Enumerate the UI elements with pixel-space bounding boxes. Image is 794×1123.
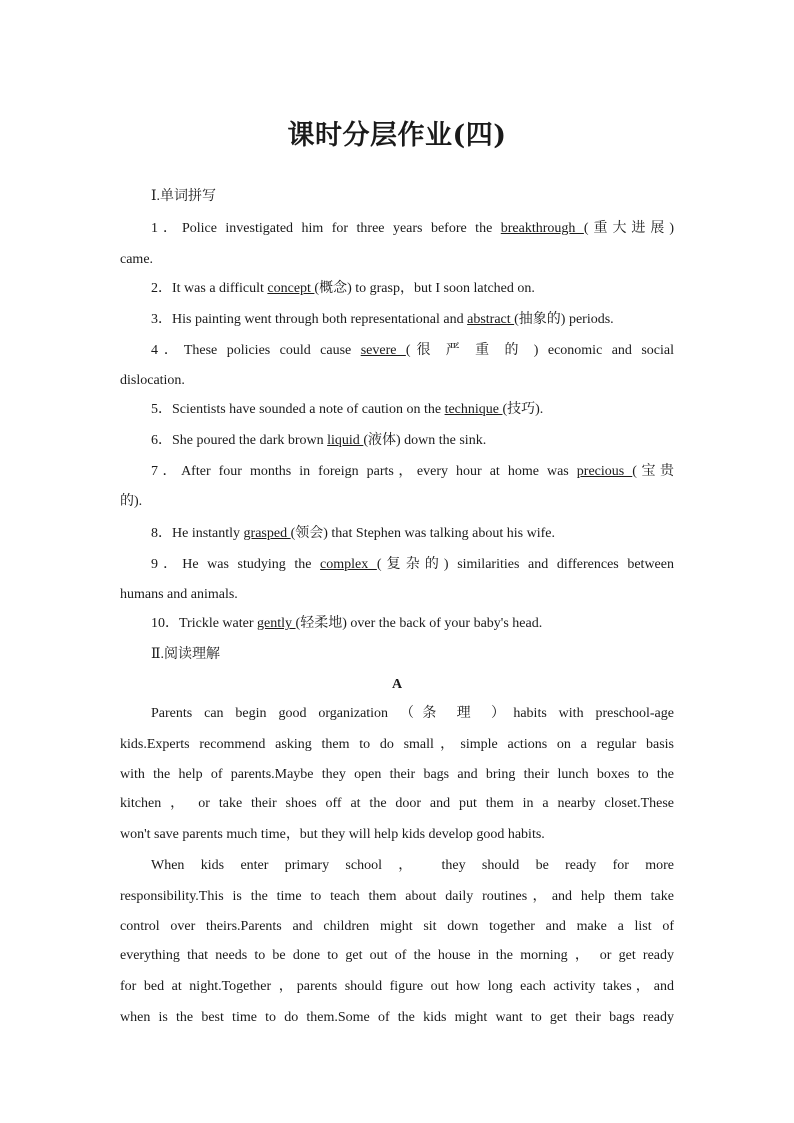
list-item: 4．These policies could cause severe (很 严 重 的 ) economic and social — [151, 343, 674, 358]
section-heading: Ⅰ.单词拼写 — [151, 189, 217, 204]
list-item: 9．He was studying the complex (复杂的) similarities and differences between — [151, 557, 674, 572]
paragraph-line: kitchen ， or take their shoes off at the door and put them in a nearby closet.These — [120, 796, 674, 811]
passage-label: A — [391, 677, 403, 692]
list-item: 5．Scientists have sounded a note of caution on the technique (技巧). — [151, 402, 544, 417]
paragraph-line: with the help of parents.Maybe they open their bags and bring their lunch boxes to the — [120, 767, 674, 782]
paragraph-line: responsibility.This is the time to teach them about daily routines，and help them take — [120, 889, 674, 904]
paragraph-line: When kids enter primary school ， they should be ready for more — [151, 858, 674, 873]
section-heading: Ⅱ.阅读理解 — [151, 647, 221, 662]
list-item: 3．His painting went through both representational and abstract (抽象的) periods. — [151, 312, 614, 327]
list-item: 1．Police investigated him for three years before the breakthrough (重大进展) — [151, 221, 675, 236]
paragraph-line: Parents can begin good organization （条 理 ）habits with preschool-age — [151, 706, 674, 721]
page-title: 课时分层作业(四) — [287, 120, 507, 151]
list-item: 2．It was a difficult concept (概念) to grasp，but I soon latched on. — [151, 281, 535, 296]
list-item-continuation: 的). — [120, 494, 143, 509]
paragraph-line: everything that needs to be done to get out of the house in the morning ， or get ready — [120, 948, 674, 963]
list-item: 6．She poured the dark brown liquid (液体) down the sink. — [151, 433, 487, 448]
list-item: 10．Trickle water gently (轻柔地) over the back of your baby's head. — [151, 616, 543, 631]
paragraph-line: control over theirs.Parents and children might sit down together and make a list of — [120, 919, 674, 934]
paragraph-line: when is the best time to do them.Some of the kids might want to get their bags ready — [120, 1010, 674, 1025]
list-item-continuation: humans and animals. — [120, 587, 238, 602]
list-item: 8．He instantly grasped (领会) that Stephen was talking about his wife. — [151, 526, 555, 541]
list-item-continuation: came. — [120, 252, 154, 267]
paragraph-line: for bed at night.Together ，parents should figure out how long each activity takes，and — [120, 979, 674, 994]
list-item-continuation: dislocation. — [120, 373, 185, 388]
paragraph-line: won't save parents much time，but they will help kids develop good habits. — [120, 827, 545, 842]
list-item: 7．After four months in foreign parts，every hour at home was precious (宝贵 — [151, 464, 674, 479]
paragraph-line: kids.Experts recommend asking them to do small，simple actions on a regular basis — [120, 737, 674, 752]
